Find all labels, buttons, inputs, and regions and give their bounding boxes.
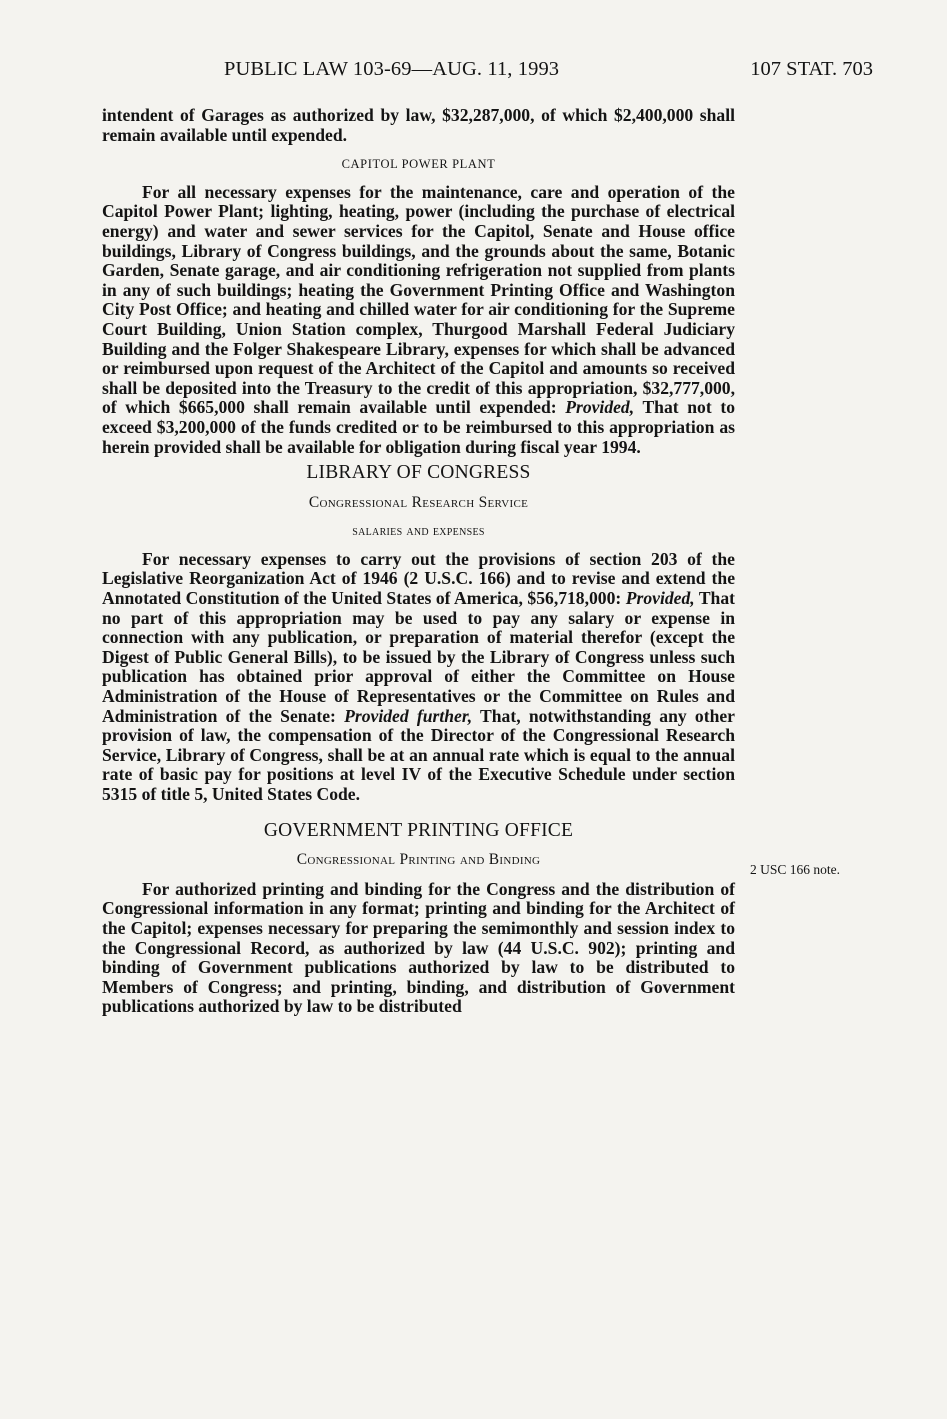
- margin-note: 2 USC 166 note.: [750, 862, 841, 877]
- proviso-italic: Provided,: [565, 397, 635, 418]
- document-body: [102, 106, 735, 1017]
- statute-page-number: 107 STAT. 703: [750, 58, 873, 80]
- heading-government-printing-office: GOVERNMENT PRINTING OFFICE: [263, 819, 574, 841]
- proviso-italic: Provided further,: [344, 705, 473, 726]
- heading-library-of-congress: LIBRARY OF CONGRESS: [306, 462, 531, 484]
- heading-congressional-printing-and-binding: Congressional Printing and Binding: [296, 851, 541, 869]
- paragraph-power-plant: [102, 183, 735, 457]
- paragraph-text: That no part of this appropriation may be used to pay any salary or expense in connection with any publication, or preparation of material therefor (except the Digest of Public General Bills), to be issued by the Library of Congress unless such publication has obtained prior approval of either the Committee on House Administration of the House of Representatives or the Committee on Rules and Administration of the Senate:: [102, 588, 735, 726]
- law-title: PUBLIC LAW 103-69—AUG. 11, 1993: [224, 58, 560, 80]
- heading-salaries-and-expenses: salaries and expenses: [352, 523, 485, 540]
- proviso-italic: Provided,: [625, 588, 695, 609]
- running-header: [102, 58, 873, 88]
- paragraph-text: That, notwithstanding any other provision of law, the compensation of the Director of the Congressional Research Service, Library of Congress, shall be at an annual rate which is equal to the annual rate of basic pay for positions at level IV of the Executive Schedule under section 5315 of title 5, United States Code.: [102, 705, 735, 804]
- heading-capitol-power-plant: CAPITOL POWER PLANT: [341, 157, 496, 172]
- paragraph-crs: [102, 550, 735, 805]
- paragraph-garages: intendent of Garages as authorized by law, $32,287,000, of which $2,400,000 shall remain available until expended.: [102, 105, 735, 145]
- paragraph-printing: For authorized printing and binding for the Congress and the distribution of Congressional information in any format; printing and binding for the Architect of the Capitol; expenses necessary for preparing the semimonthly and session index to the Congressional Record, as authorized by law (44 U.S.C. 902); printing and binding of Government publications authorized by law to be distributed to Members of Congress; and printing, binding, and distribution of Government publications authorized by law to be distributed: [102, 878, 735, 1017]
- paragraph-text: That not to exceed $3,200,000 of the funds credited or to be reimbursed to this appropriation as herein provided shall be available for obligation during fiscal year 1994.: [102, 397, 735, 457]
- paragraph-text: For necessary expenses to carry out the provisions of section 203 of the Legislative Reorganization Act of 1946 (2 U.S.C. 166) and to revise and extend the Annotated Constitution of the United States of America, $56,718,000:: [102, 548, 735, 609]
- heading-congressional-research-service: Congressional Research Service: [308, 493, 529, 511]
- paragraph-text: For all necessary expenses for the maintenance, care and operation of the Capitol Power Plant; lighting, heating, power (including the purchase of electrical energy) and water and sewer services for the Capitol, Senate and House office buildings, Library of Congress buildings, and the grounds about the same, Botanic Garden, Senate garage, and air conditioning refrigeration not supplied from plants in any of such buildings; heating the Government Printing Office and Washington City Post Office; and heating and chilled water for air conditioning for the Supreme Court Building, Union Station complex, Thurgood Marshall Federal Judiciary Building and the Folger Shakespeare Library, expenses for which shall be advanced or reimbursed upon request of the Architect of the Capitol and amounts so received shall be deposited into the Treasury to the credit of this appropriation, $32,777,000, of which $665,000 shall remain available until expended:: [102, 181, 735, 418]
